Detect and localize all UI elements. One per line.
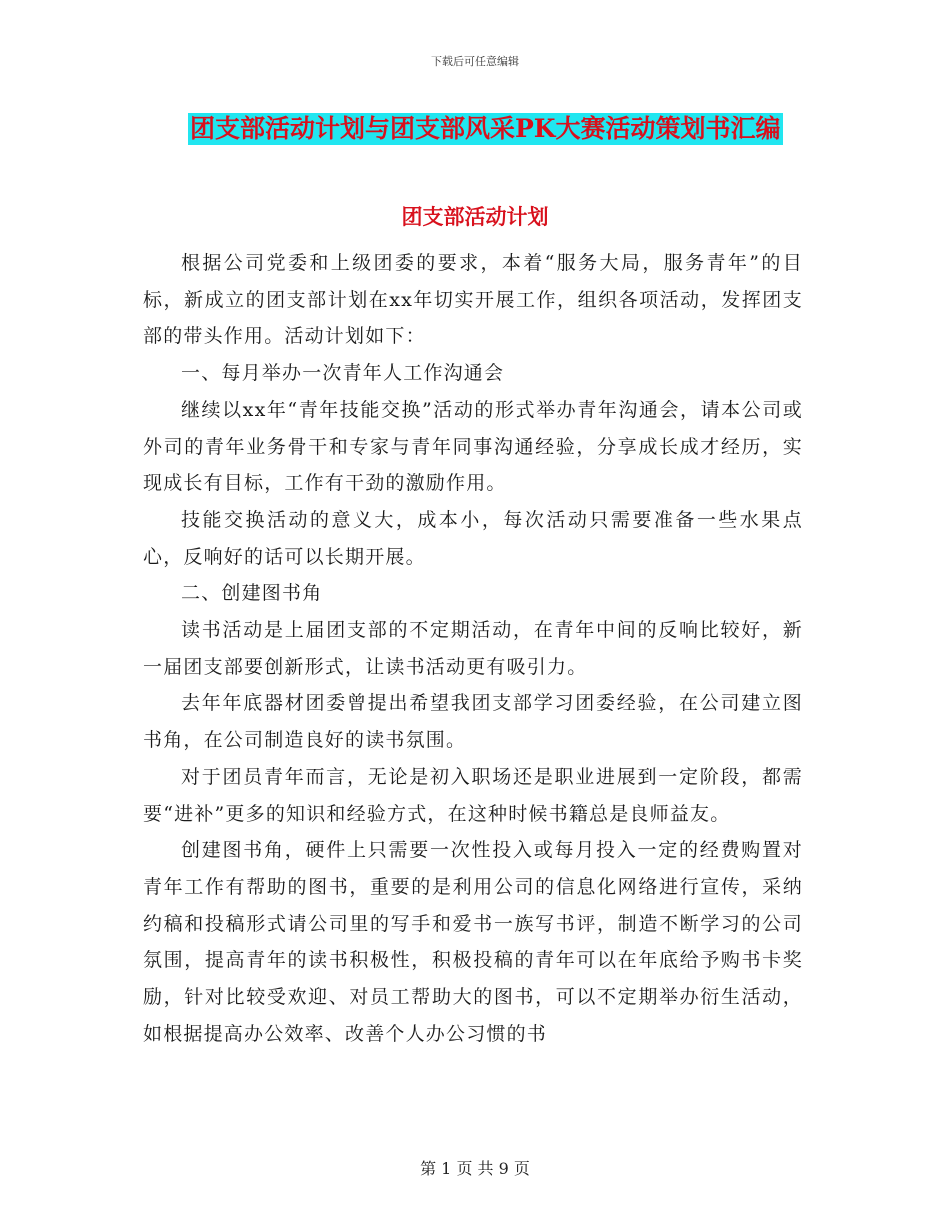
main-title-wrapper [188,113,783,145]
paragraph: 根据公司党委和上级团委的要求，本着“服务大局，服务青年”的目标，新成立的团支部计划在xx年切实开展工作，组织各项活动，发挥团支部的带头作用。活动计划如下： [143,252,803,348]
page-footer: 第 1 页 共 9 页 [420,1159,530,1178]
main-title: 团支部活动计划与团支部风采PK大赛活动策划书汇编 [190,114,781,143]
document-body [143,245,803,1052]
paragraph: 读书活动是上届团支部的不定期活动，在青年中间的反响比较好，新一届团支部要创新形式，让读书活动更有吸引力。 [143,619,803,678]
paragraph: 继续以xx年“青年技能交换”活动的形式举办青年沟通会，请本公司或外司的青年业务骨干和专家与青年同事沟通经验，分享成长成才经历，实现成长有目标，工作有干劲的激励作用。 [143,398,803,495]
paragraph: 技能交换活动的意义大，成本小，每次活动只需要准备一些水果点心，反响好的话可以长期开展。 [143,508,803,568]
page-header-note: 下载后可任意编辑 [431,55,519,68]
paragraph-heading: 二、创建图书角 [181,582,323,605]
paragraph: 去年年底器材团委曾提出希望我团支部学习团委经验，在公司建立图书角，在公司制造良好的读书氛围。 [143,692,803,752]
paragraph: 对于团员青年而言，无论是初入职场还是职业进展到一定阶段，都需要“进补”更多的知识和经验方式，在这种时候书籍总是良师益友。 [143,765,803,825]
paragraph-heading: 一、每月举办一次青年人工作沟通会 [181,362,505,385]
section-title: 团支部活动计划 [401,204,549,229]
paragraph: 创建图书角，硬件上只需要一次性投入或每月投入一定的经费购置对青年工作有帮助的图书，重要的是利用公司的信息化网络进行宣传，采纳约稿和投稿形式请公司里的写手和爱书一族写书评，制造不断学习的公司氛围，提高青年的读书积极性，积极投稿的青年可以在年底给予购书卡奖励，针对比较受欢迎、对员工帮助大的图书，可以不定期举办衍生活动，如根据提高办公效率、改善个人办公习惯的书 [143,839,803,1045]
